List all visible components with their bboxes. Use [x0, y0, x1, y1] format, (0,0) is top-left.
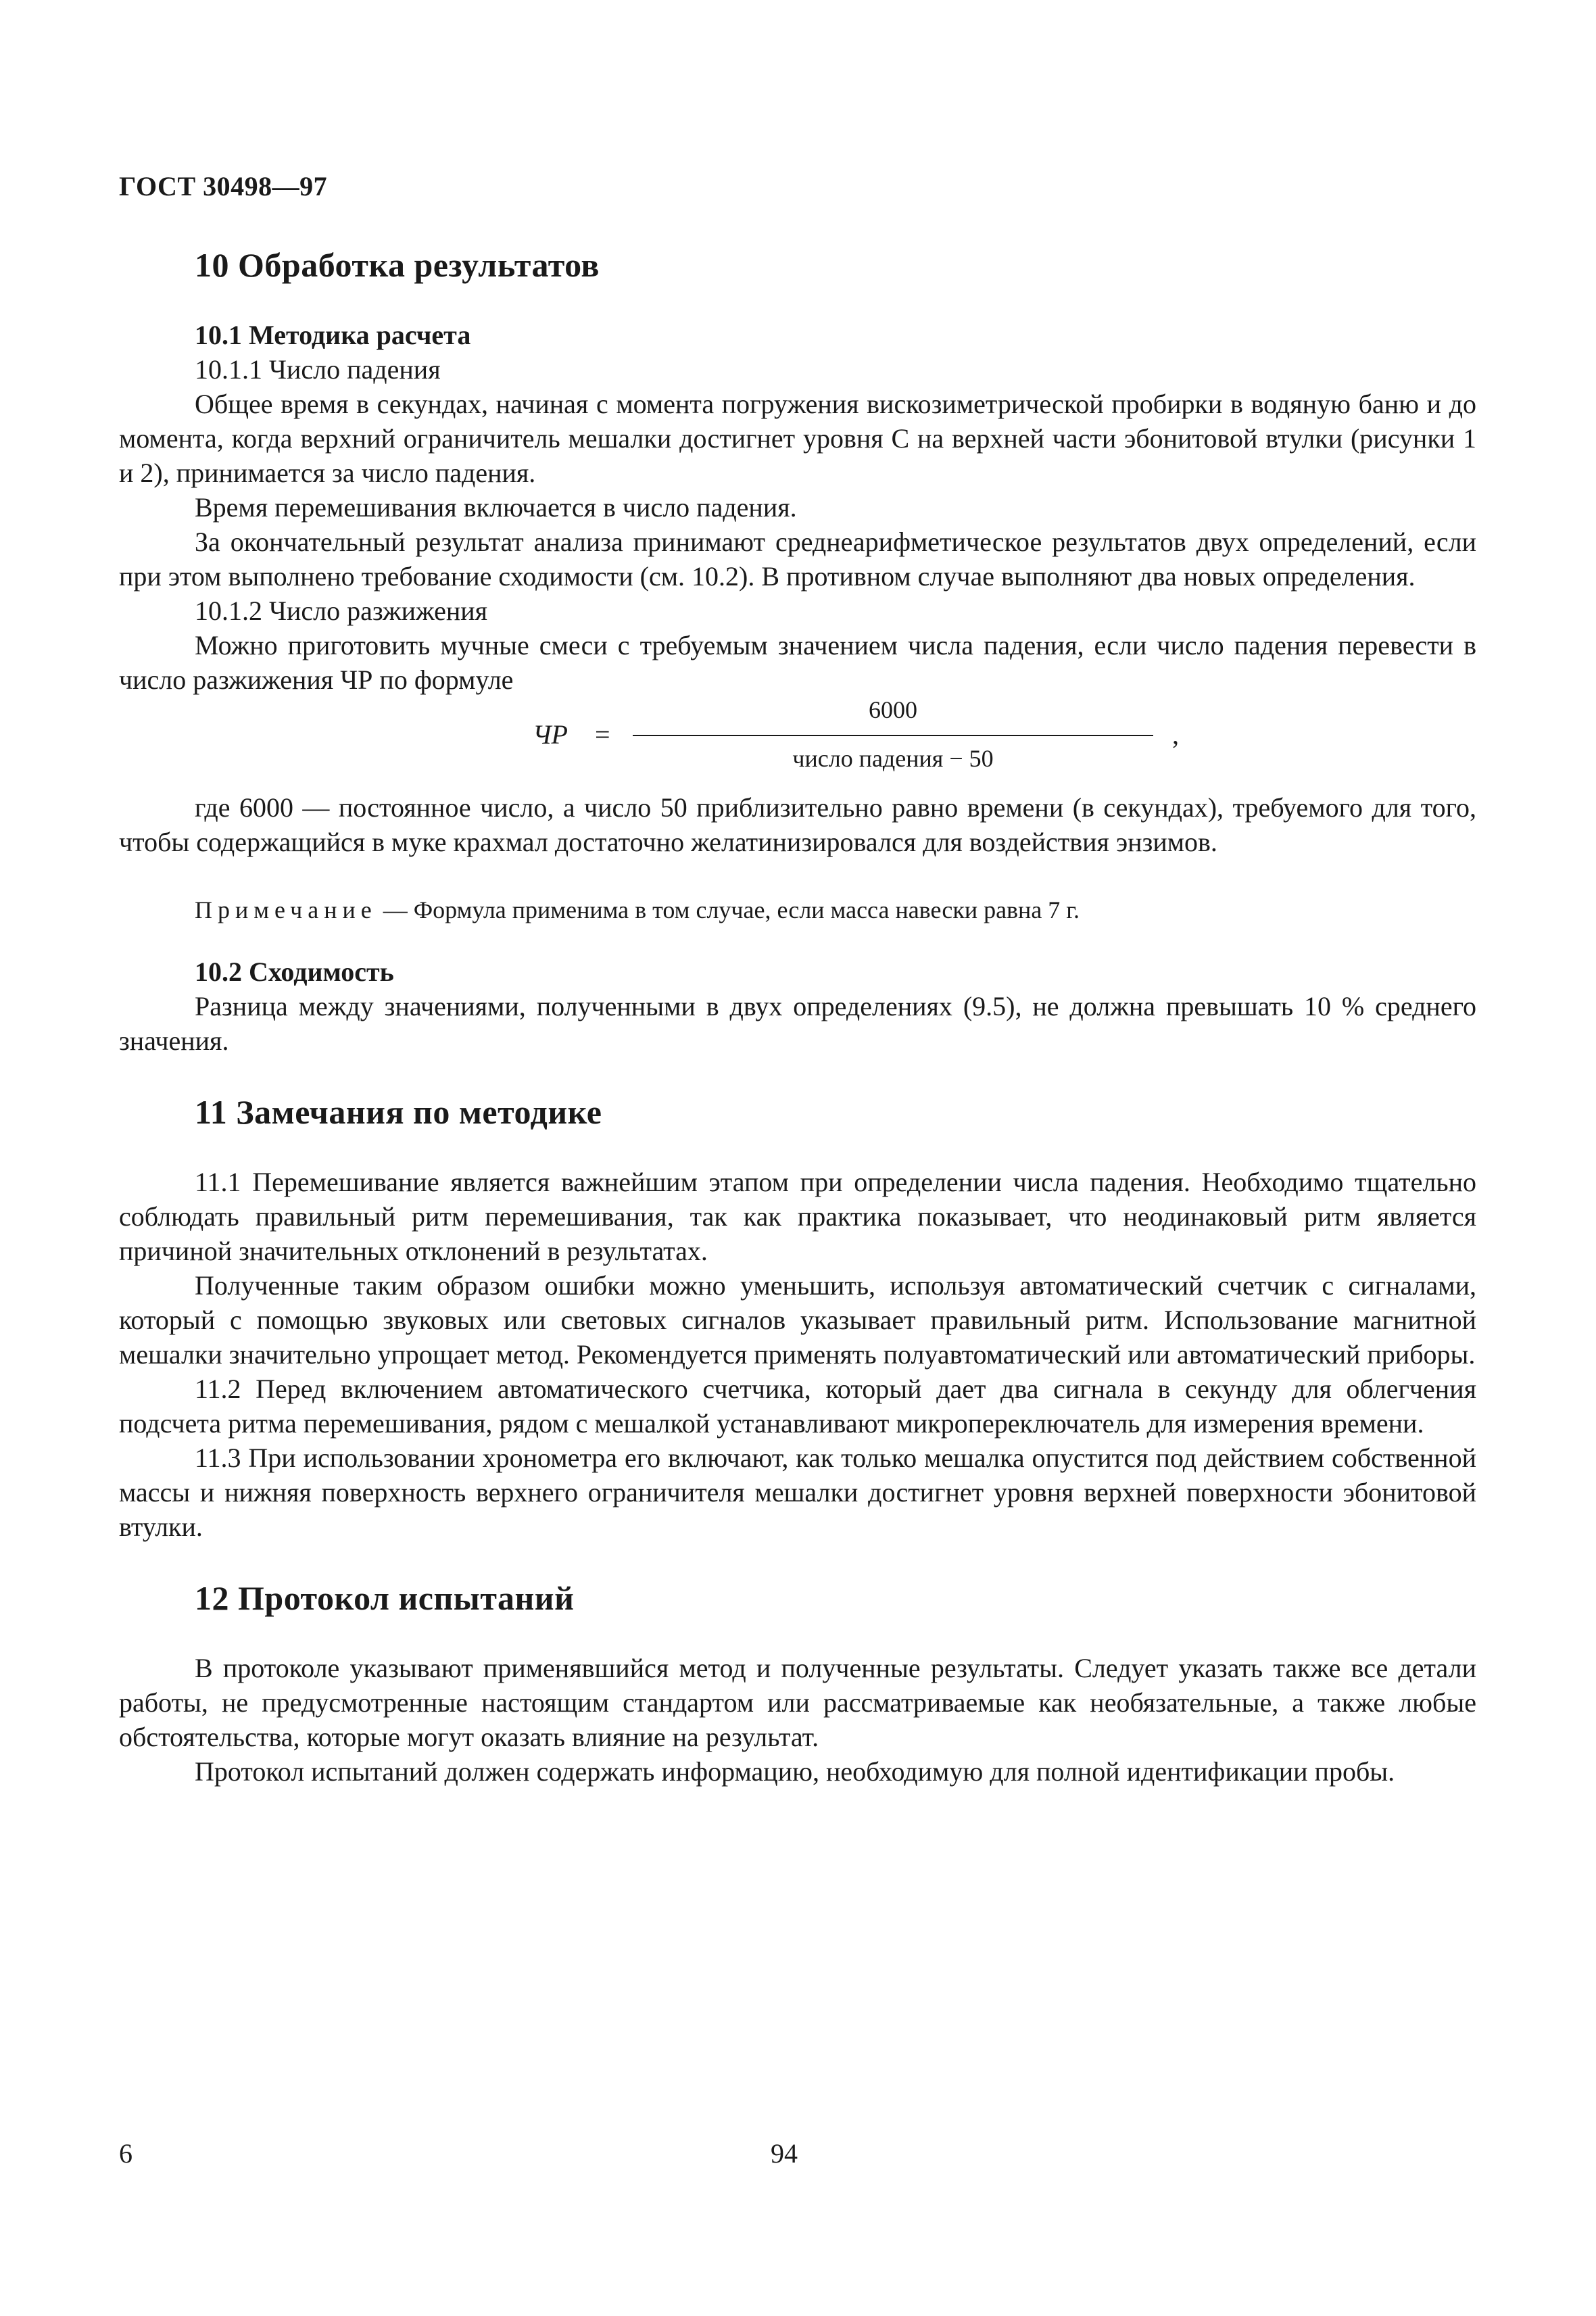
paragraph-falling-number-definition: Общее время в секундах, начиная с момента погружения вискозиметрической пробирки в водяную баню и до момента, когда верхний ограничитель мешалки достигнет уровня С на верхней части эбонитовой втулки (рисунки 1 и 2), принимается за число падения. [119, 389, 1476, 488]
paragraph-11-1-errors: Полученные таким образом ошибки можно уменьшить, используя автоматический счетчик с сигналами, который с помощью звуковых или световых сигналов указывает правильный ритм. Использование магнитной мешалки значительно упрощает метод. Рекомендуется применять полуавтоматический или автоматический приборы. [119, 1270, 1476, 1370]
formula-fraction-bar [633, 735, 1153, 736]
formula-comma: , [1172, 719, 1179, 750]
document-body [119, 243, 1476, 1789]
paragraph-final-result: За окончательный результат анализа принимают среднеарифметическое результатов двух определений, если при этом выполнено требование сходимости (см. 10.2). В противном случае выполняют два новых определения. [119, 527, 1476, 592]
paragraph-mixing-time: Время перемешивания включается в число падения. [195, 492, 797, 523]
paragraph-repeatability: Разница между значениями, полученными в двух определениях (9.5), не должна превышать 10 % среднего значения. [119, 991, 1476, 1056]
formula-lhs: ЧР [533, 719, 568, 750]
note-text: — Формула применима в том случае, если масса навески равна 7 г. [377, 896, 1080, 923]
section-10-title: 10 Обработка результатов [195, 246, 600, 284]
document-id: ГОСТ 30498—97 [119, 171, 328, 201]
paragraph-formula-explanation: где 6000 — постоянное число, а число 50 приблизительно равно времени (в секундах), требуемого для того, чтобы содержащийся в муке крахмал достаточно желатинизировался для воздействия энзимов. [119, 792, 1476, 857]
liquefaction-formula [119, 697, 1476, 773]
note [119, 893, 1476, 927]
paragraph-12-identification: Протокол испытаний должен содержать информацию, необходимую для полной идентификации пробы. [195, 1756, 1395, 1787]
paragraph-11-2: 11.2 Перед включением автоматического счетчика, который дает два сигнала в секунду для облегчения подсчета ритма перемешивания, рядом с мешалкой устанавливают микропереключатель для измерения времени. [119, 1374, 1476, 1439]
formula-numerator: 6000 [869, 696, 917, 723]
formula-equals: = [595, 719, 610, 750]
subsection-10-2-title: 10.2 Сходимость [195, 957, 394, 987]
subsection-10-1-title: 10.1 Методика расчета [195, 320, 471, 350]
paragraph-12-protocol: В протоколе указывают применявшийся метод и полученные результаты. Следует указать также все детали работы, не предусмотренные настоящим стандартом или рассматриваемые как необязательные, а также любые обстоятельства, которые могут оказать влияние на результат. [119, 1653, 1476, 1752]
section-12-title: 12 Протокол испытаний [195, 1579, 575, 1617]
paragraph-11-1: 11.1 Перемешивание является важнейшим этапом при определении числа падения. Необходимо тщательно соблюдать правильный ритм перемешивания, так как практика показывает, что неодинаковый ритм является причиной значительных отклонений в результатах. [119, 1167, 1476, 1266]
note-label: Примечание [195, 896, 377, 923]
page-number-center: 94 [771, 2138, 798, 2169]
subsection-10-1-2-title: 10.1.2 Число разжижения [195, 596, 488, 626]
paragraph-11-3: 11.3 При использовании хронометра его включают, как только мешалка опустится под действием собственной массы и нижняя поверхность верхнего ограничителя мешалки достигнет уровня верхней поверхности эбонитовой втулки. [119, 1443, 1476, 1542]
page-number-left: 6 [119, 2138, 132, 2169]
subsection-10-1-1-title: 10.1.1 Число падения [195, 354, 441, 385]
paragraph-liquefaction-number: Можно приготовить мучные смеси с требуемым значением числа падения, если число падения перевести в число разжижения ЧР по формуле [119, 630, 1476, 695]
section-11-title: 11 Замечания по методике [195, 1093, 602, 1131]
formula-denominator: число падения − 50 [792, 745, 994, 772]
